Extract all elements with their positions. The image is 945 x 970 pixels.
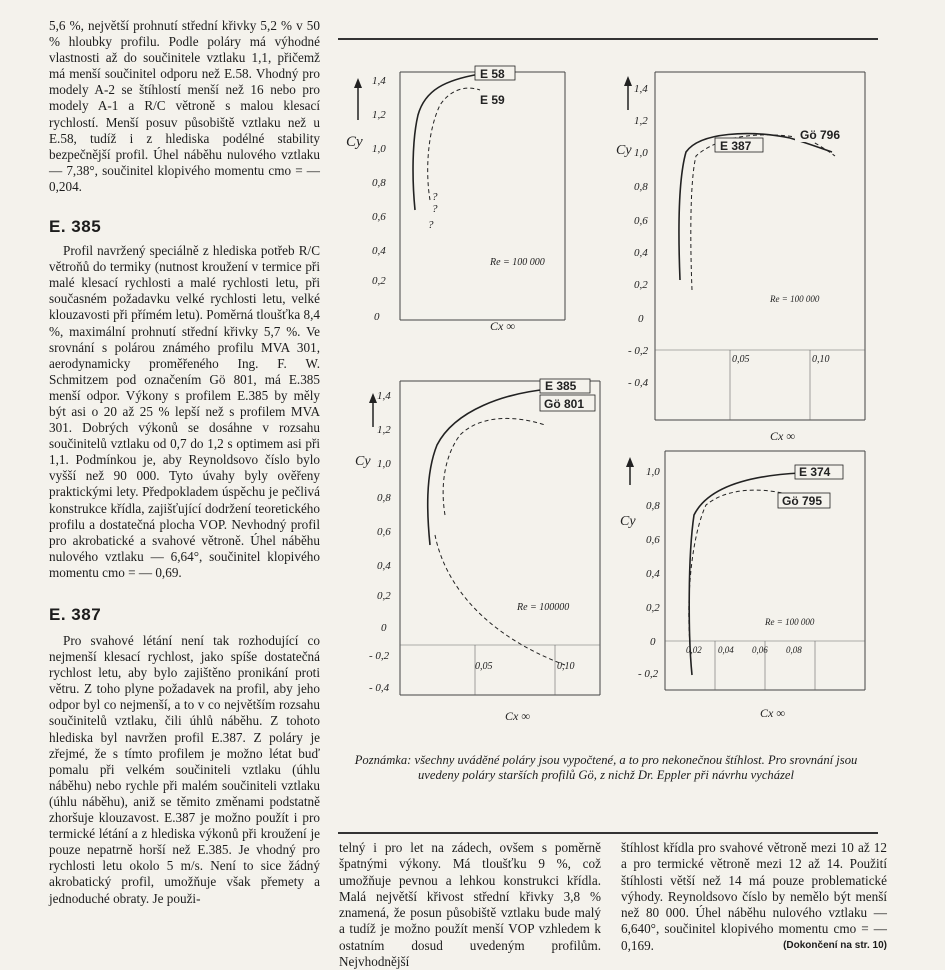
- chart-c-ylabel: Cy: [355, 454, 371, 469]
- chart-d-xtick: 0,04: [718, 645, 734, 655]
- figure-note: Poznámka: všechny uváděné poláry jsou vypočtené, a to pro nekonečnou štíhlost. Pro srovnání jsou uvedeny poláry starších profilů Gö, z nichž Dr. Eppler při návrhu vycházel: [354, 752, 858, 783]
- series-label-go801: Gö 801: [544, 397, 585, 411]
- tick: 0,4: [377, 560, 391, 572]
- tick: 0,2: [646, 602, 660, 614]
- right-column: [621, 840, 887, 954]
- series-e58-curve: [413, 74, 480, 210]
- chart-d-xtick: 0,06: [752, 645, 768, 655]
- tick: - 0,4: [628, 377, 649, 389]
- tick: 0,6: [372, 211, 386, 223]
- chart-b-ylabel: Cy: [616, 143, 632, 158]
- series-label-e59: E 59: [480, 93, 505, 107]
- chart-a-re-label: Re = 100 000: [490, 257, 545, 268]
- tick: 0: [381, 622, 387, 634]
- chart-d-yticks: [638, 466, 660, 680]
- series-e387-curve: [679, 134, 832, 280]
- figure-bottom-rule: [338, 832, 878, 834]
- tick: 0,8: [634, 181, 648, 193]
- tick: 1,2: [634, 115, 648, 127]
- tick: 1,2: [372, 109, 386, 121]
- tick: 0,6: [377, 526, 391, 538]
- tick: - 0,2: [628, 345, 649, 357]
- series-e59-curve: [428, 88, 480, 200]
- chart-c-yticks: [369, 390, 391, 694]
- chart-a-mark: ?: [432, 203, 438, 215]
- chart-d-xtick: 0,02: [686, 645, 702, 655]
- tick: 1,4: [634, 83, 648, 95]
- middle-paragraph: telný i pro let na zádech, ovšem s poměrně špatnými výkony. Má tloušťku 9 %, což umožňuje pevnou a lehkou konstrukci křídla. Malá největší křivost střední křivky 3,8 % znamená, že posun působiště vztlaku bude malý a tudíž je možno použít menší VOP vzhledem k ostatním dosud uvedeným profilům. Nejvhodnější: [339, 840, 601, 970]
- chart-c-re-label: Re = 100000: [517, 602, 570, 613]
- series-go801-curve: [435, 418, 565, 665]
- tick: 0,8: [646, 500, 660, 512]
- tick: 0,6: [634, 215, 648, 227]
- tick: 0: [638, 313, 644, 325]
- chart-e387-go796: [616, 60, 880, 445]
- tick: 1,2: [377, 424, 391, 436]
- series-label-e385: E 385: [545, 379, 577, 393]
- tick: 0,8: [372, 177, 386, 189]
- paragraph-e387: Pro svahové létání není tak rozhodující co nejmenší klesací rychlost, jako spíše dostatečná rychlost letu, aby bylo zajištěno pronikání proti větru. Z toho plyne požadavek na profil, aby jeho odpor byl co nejmenší, a to v co největším rozsahu součinitelů vztlaku, čili úhlů náběhu. Z tohoto hlediska byl navržen profil E.387. Z poláry je zřejmé, že s tímto profilem je možno létat buď pomalu při velkém součiniteli vztlaku (úhlu náběhu) nebo rychle při malém součiniteli vztlaku (úhlu náběhu), aniž se těmito změnami podstatně zhoršuje klouzavost. E.387 je možno použít i pro termické létání a z hlediska výkonů při kroužení je pouze nepatrně horší než E.385. Je vhodný pro rychlosti letu okolo 5 m/s. Není to sice žádný akrobatický profil, umožňuje však přemety a jednoduché obraty. Je použi-: [49, 633, 320, 906]
- tick: 1,4: [377, 390, 391, 402]
- chart-a-mark: ?: [432, 191, 438, 203]
- series-label-e387: E 387: [720, 139, 752, 153]
- tick: 0,2: [634, 279, 648, 291]
- chart-b-xtick: 0,05: [732, 354, 750, 365]
- chart-e385-go801: [345, 375, 615, 730]
- chart-a-frame: [400, 72, 565, 320]
- chart-e374-go795: [620, 445, 880, 735]
- chart-d-re-label: Re = 100 000: [765, 617, 815, 627]
- tick: - 0,2: [638, 668, 659, 680]
- series-e385-curve: [428, 389, 550, 545]
- chart-c-xlabel: Cx ∞: [505, 709, 530, 723]
- tick: 0,2: [372, 275, 386, 287]
- series-label-e374: E 374: [799, 465, 831, 479]
- chart-c-xtick: 0,10: [557, 661, 575, 672]
- section-heading-e385: E. 385: [49, 217, 102, 237]
- tick: 1,0: [372, 143, 386, 155]
- tick: 0,2: [377, 590, 391, 602]
- chart-a-ylabel: Cy: [346, 134, 363, 150]
- chart-a-xlabel: Cx ∞: [490, 319, 515, 333]
- chart-b-re-label: Re = 100 000: [770, 294, 820, 304]
- tick: 1,0: [646, 466, 660, 478]
- series-label-go796: Gö 796: [800, 128, 841, 142]
- chart-b-xtick: 0,10: [812, 354, 830, 365]
- continued-note: (Dokončení na str. 10): [783, 939, 887, 951]
- right-paragraph: štíhlost křídla pro svahové větroně mezi 10 až 12 a pro termické větroně mezi 12 až 14. Použití štíhlosti větší než 14 má pouze problematické výhody. Reynoldsovo číslo by nemělo být menší než 80 000. Úhel náběhu nulového vztlaku — 6,640°, součinitel klopivého momentu cmo = — 0,169.: [621, 840, 887, 953]
- tick: 1,0: [377, 458, 391, 470]
- tick: 0,4: [634, 247, 648, 259]
- chart-b-xlabel: Cx ∞: [770, 429, 795, 443]
- chart-a-yticks: [372, 75, 386, 323]
- chart-e58-e59: [340, 60, 590, 350]
- section-heading-e387: E. 387: [49, 605, 102, 624]
- left-column: [49, 18, 320, 907]
- tick: 1,4: [372, 75, 386, 87]
- chart-b-yticks: [628, 83, 649, 389]
- intro-paragraph: 5,6 %, největší prohnutí střední křivky 5,2 % v 50 % hloubky profilu. Podle poláry má výhodné vlastnosti až do součinitele vztlaku 1,1, přičemž má menší součinitel odporu než E.58. Vhodný pro modely A-2 se štíhlostí menší než 16 nebo pro modely A-1 a R/C větroně s malou klesací rychlostí. Menší posuv působiště vztlaku než u E.58, tudíž i z hlediska podélné stability bezpečnější profil. Úhel náběhu nulového vztlaku — 7,38°, součinitel klopivého momentu cmo = — 0,204.: [49, 18, 320, 194]
- tick: - 0,2: [369, 650, 390, 662]
- figure-top-rule: [338, 38, 878, 40]
- chart-d-ylabel: Cy: [620, 514, 636, 529]
- tick: 0,4: [646, 568, 660, 580]
- chart-d-xtick: 0,08: [786, 645, 802, 655]
- series-label-e58: E 58: [480, 67, 505, 81]
- tick: 0,6: [646, 534, 660, 546]
- tick: 0,4: [372, 245, 386, 257]
- chart-d-xlabel: Cx ∞: [760, 706, 785, 720]
- series-go796-curve: [691, 135, 835, 290]
- series-label-go795: Gö 795: [782, 494, 823, 508]
- paragraph-e385: Profil navržený speciálně z hlediska potřeb R/C větroňů do termiky (nutnost kroužení v termice při malé klesací rychlosti a malé rychlosti letu, při současném požadavku velké rychlosti letu, velké klouzavosti při přímém letu). Poměrná tloušťka 8,4 %, maximální prohnutí střední křivky 5,7 %. Ve srovnání s polárou známého profilu MVA 301, aerodynamicky proměřeného Ing. F. W. Schmitzem pod označením Gö 801, má E.385 menší odpor. Výkony s profilem E.385 by měly být asi o 20 až 25 % lepší než s profilem MVA 301. Dobrých výkonů se dosáhne v rozsahu součinitelů vztlaku od 0,7 do 1,2 s optimem asi při 1,1. Podmínkou je, aby Reynoldsovo číslo bylo vyšší než 90 000. Tyto úvahy byly ověřeny praktickými lety. Předpokladem úspěchu je pečlivá konstrukce křídla, zajišťující dodržení teoretického profilu a dostatečná plocha VOP. Nevhodný profil pro akrobatické a svahové větroně. Úhel náběhu nulového vztlaku — 6,64°, součinitel klopivého momentu cmo = — 0,69.: [49, 243, 320, 580]
- chart-c-xtick: 0,05: [475, 661, 493, 672]
- tick: 1,0: [634, 147, 648, 159]
- tick: - 0,4: [369, 682, 390, 694]
- chart-b-frame: [655, 72, 865, 420]
- tick: 0,8: [377, 492, 391, 504]
- tick: 0: [374, 311, 380, 323]
- chart-a-mark: ?: [428, 219, 434, 231]
- tick: 0: [650, 636, 656, 648]
